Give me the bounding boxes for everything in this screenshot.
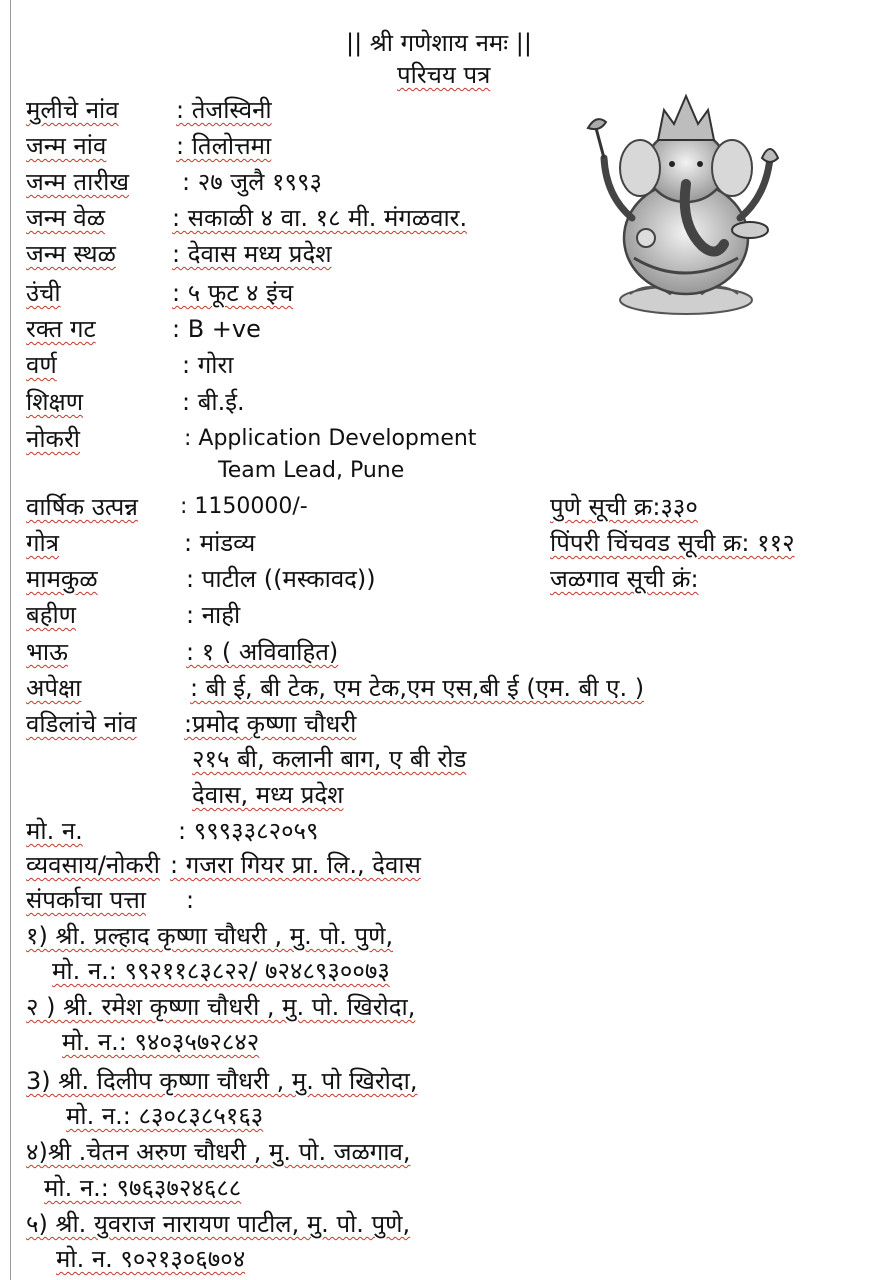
- label-annual-income: वार्षिक उत्पन्न: [26, 493, 138, 521]
- label-contact-address: संपर्काचा पत्ता: [26, 886, 147, 914]
- label-maternal-clan: मामकुळ: [26, 565, 98, 593]
- label-father-name: वडिलांचे नांव: [26, 710, 137, 738]
- label-birth-time: जन्म वेळ: [26, 204, 106, 232]
- label-blood-group: रक्त गट: [26, 315, 96, 343]
- value-blood-group: : B +ve: [172, 315, 261, 343]
- list-jalgaon: जळगाव सूची क्रं:: [550, 565, 699, 593]
- list-pune: पुणे सूची क्र:३३०: [550, 493, 698, 521]
- value-occupation: : गजरा गियर प्रा. लि., देवास: [170, 851, 421, 879]
- contact-3-name: 3) श्री. दिलीप कृष्णा चौधरी , मु. पो खिरोदा,: [26, 1067, 418, 1095]
- contact-5-phone: मो. न. ९०२१३०६७०४: [56, 1245, 246, 1273]
- value-father-address-line1: २१५ बी, कलानी बाग, ए बी रोड: [192, 745, 467, 773]
- value-gotra: : मांडव्य: [184, 529, 256, 557]
- page-title: परिचय पत्र: [397, 61, 491, 89]
- contact-1-name: १) श्री. प्रल्हाद कृष्णा चौधरी , मु. पो. पुणे,: [26, 922, 394, 950]
- value-maternal-clan: : पाटील ((मस्कावद)): [186, 565, 376, 593]
- label-expectation: अपेक्षा: [26, 674, 82, 702]
- value-job-line2: Team Lead, Pune: [218, 458, 405, 483]
- ganesh-illustration: [574, 88, 794, 320]
- label-birth-place: जन्म स्थळ: [26, 240, 116, 268]
- value-annual-income: : 1150000/-: [180, 494, 308, 519]
- value-father-name: :प्रमोद कृष्णा चौधरी: [184, 710, 357, 738]
- label-mobile: मो. न.: [26, 817, 83, 845]
- label-height: उंची: [26, 279, 61, 307]
- contact-5-name: ५) श्री. युवराज नारायण पाटील, मु. पो. पुणे,: [26, 1210, 411, 1238]
- label-birth-date: जन्म तारीख: [26, 168, 129, 196]
- value-education: : बी.ई.: [182, 388, 245, 416]
- label-girl-name: मुलीचे नांव: [26, 96, 119, 124]
- contact-3-phone: मो. न.: ८३०८३८५१६३: [66, 1102, 264, 1130]
- contact-4-name: ४)श्री .चेतन अरुण चौधरी , मु. पो. जळगाव,: [26, 1138, 411, 1166]
- label-education: शिक्षण: [26, 388, 84, 416]
- value-birth-name: : तिलोत्तमा: [176, 132, 272, 160]
- value-birth-place: : देवास मध्य प्रदेश: [172, 240, 332, 268]
- value-sister: : नाही: [186, 601, 241, 629]
- value-father-address-line2: देवास, मध्य प्रदेश: [192, 781, 344, 809]
- value-height: : ५ फूट ४ इंच: [172, 279, 294, 307]
- label-birth-name: जन्म नांव: [26, 132, 107, 160]
- invocation-heading: || श्री गणेशाय नमः ||: [346, 29, 532, 57]
- value-brother: : १ ( अविवाहित): [186, 638, 339, 666]
- value-mobile: : ९९९३३८२०५९: [178, 817, 319, 845]
- label-sister: बहीण: [26, 601, 77, 629]
- value-birth-date: : २७ जुलै १९९३: [182, 168, 322, 196]
- contact-2-phone: मो. न.: ९४०३५७२८४२: [62, 1028, 260, 1056]
- value-girl-name: : तेजस्विनी: [176, 96, 272, 124]
- value-expectation: : बी ई, बी टेक, एम टेक,एम एस,बी ई (एम. बी ए. ): [190, 674, 645, 702]
- contact-1-phone: मो. न.: ९९२११८३८२२/ ७२४८९३००७३: [52, 957, 390, 985]
- contact-4-phone: मो. न.: ९७६३७२४६८८: [44, 1174, 242, 1202]
- contact-2-name: २ ) श्री. रमेश कृष्णा चौधरी , मु. पो. खिरोदा,: [26, 993, 416, 1021]
- value-contact-address: :: [186, 886, 195, 914]
- left-margin-line: [10, 0, 11, 1280]
- label-job: नोकरी: [26, 425, 80, 453]
- label-gotra: गोत्र: [26, 529, 59, 557]
- list-pimpri-chinchwad: पिंपरी चिंचवड सूची क्र: ११२: [550, 529, 795, 557]
- value-birth-time: : सकाळी ४ वा. १८ मी. मंगळवार.: [172, 204, 468, 232]
- label-occupation: व्यवसाय/नोकरी: [26, 851, 160, 879]
- label-complexion: वर्ण: [26, 351, 57, 379]
- value-job: : Application Development: [184, 426, 477, 451]
- label-brother: भाऊ: [26, 638, 68, 666]
- value-complexion: : गोरा: [182, 351, 234, 379]
